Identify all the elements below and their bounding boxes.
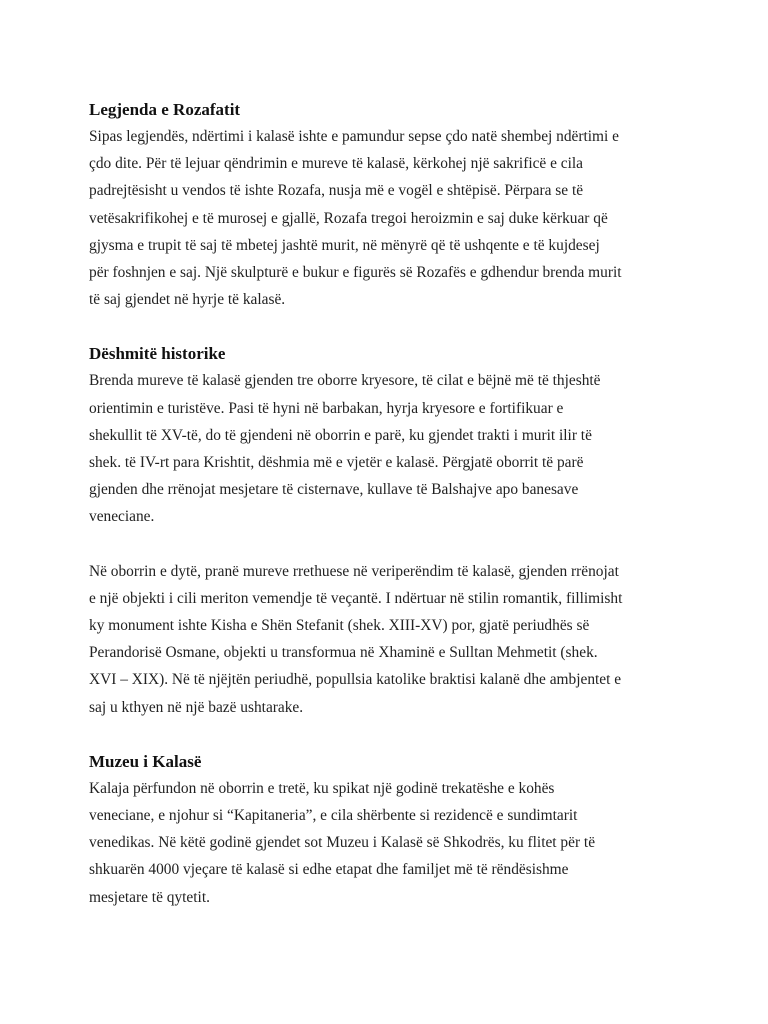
section-title-deshmite: Dëshmitë historike [89,344,226,364]
text-line: veneciane, e njohur si “Kapitaneria”, e cila shërbente si rezidencë e sundimtarit [89,807,578,825]
text-line: Brenda mureve të kalasë gjenden tre oborre kryesore, të cilat e bëjnë më të thjeshtë [89,372,601,390]
text-line: Kalaja përfundon në oborrin e tretë, ku spikat një godinë trekatëshe e kohës [89,779,555,797]
text-line: venedikas. Në këtë godinë gjendet sot Muzeu i Kalasë së Shkodrës, ku flitet për të [89,834,596,852]
text-line: padrejtësisht u vendos të ishte Rozafa, nusja më e vogël e shtëpisë. Përpara se të [89,182,584,200]
text-line: XVI – XIX). Në të njëjtën periudhë, popullsia katolike braktisi kalanë dhe ambjentet e [89,671,622,689]
text-line: për foshnjen e saj. Një skulpturë e bukur e figurës së Rozafës e gdhendur brenda murit [89,264,622,282]
text-line: Perandorisë Osmane, objekti u transformua në Xhaminë e Sulltan Mehmetit (shek. [89,644,598,662]
text-line: orientimin e turistëve. Pasi të hyni në barbakan, hyrja kryesore e fortifikuar e [89,399,564,417]
text-line: gjenden dhe rrënojat mesjetare të cisternave, kullave të Balshajve apo banesave [89,481,579,499]
document-page [89,96,689,911]
text-line: Sipas legjendës, ndërtimi i kalasë ishte e pamundur sepse çdo natë shembej ndërtimi e [89,128,619,145]
text-line: shek. të IV-rt para Krishtit, dëshmia më e vjetër e kalasë. Përgjatë oborrit të parë [89,454,584,472]
text-line: çdo dite. Për të lejuar qëndrimin e mureve të kalasë, kërkohej një sakrificë e cila [89,155,583,173]
text-line: veneciane. [89,508,155,526]
text-line: saj u kthyen në një bazë ushtarake. [89,698,304,716]
section-title-muzeu: Muzeu i Kalasë [89,751,202,771]
text-line: shkuarën 4000 vjeçare të kalasë si edhe etapat dhe familjet më të rëndësishme [89,861,569,879]
text-line: të saj gjendet në hyrje të kalasë. [89,291,286,309]
spacer [89,313,689,340]
text-line: shekullit të XV-të, do të gjendeni në oborrin e parë, ku gjendet trakti i murit ilir të [89,426,592,444]
text-line: vetësakrifikohej e të murosej e gjallë, Rozafa tregoi heroizmin e saj duke kërkuar që [89,209,608,227]
spacer [89,531,689,558]
paragraph-deshmite-2 [89,558,689,721]
text-line: e një objekti i cili meriton vemendje të veçantë. I ndërtuar në stilin romantik, fillimisht [89,589,623,607]
text-line: gjysma e trupit të saj të mbetej jashtë murit, në mënyrë që të ushqente e të kujdesej [89,236,600,254]
section-title-legjenda: Legjenda e Rozafatit [89,100,241,119]
text-line: ky monument ishte Kisha e Shën Stefanit (shek. XIII-XV) por, gjatë periudhës së [89,617,590,635]
paragraph-muzeu [89,775,689,911]
text-line: mesjetare të qytetit. [89,888,210,906]
spacer [89,721,689,748]
text-line: Në oborrin e dytë, pranë mureve rrethuese në veriperëndim të kalasë, gjenden rrënojat [89,562,619,580]
paragraph-deshmite-1 [89,367,689,530]
paragraph-legjenda [89,123,689,313]
